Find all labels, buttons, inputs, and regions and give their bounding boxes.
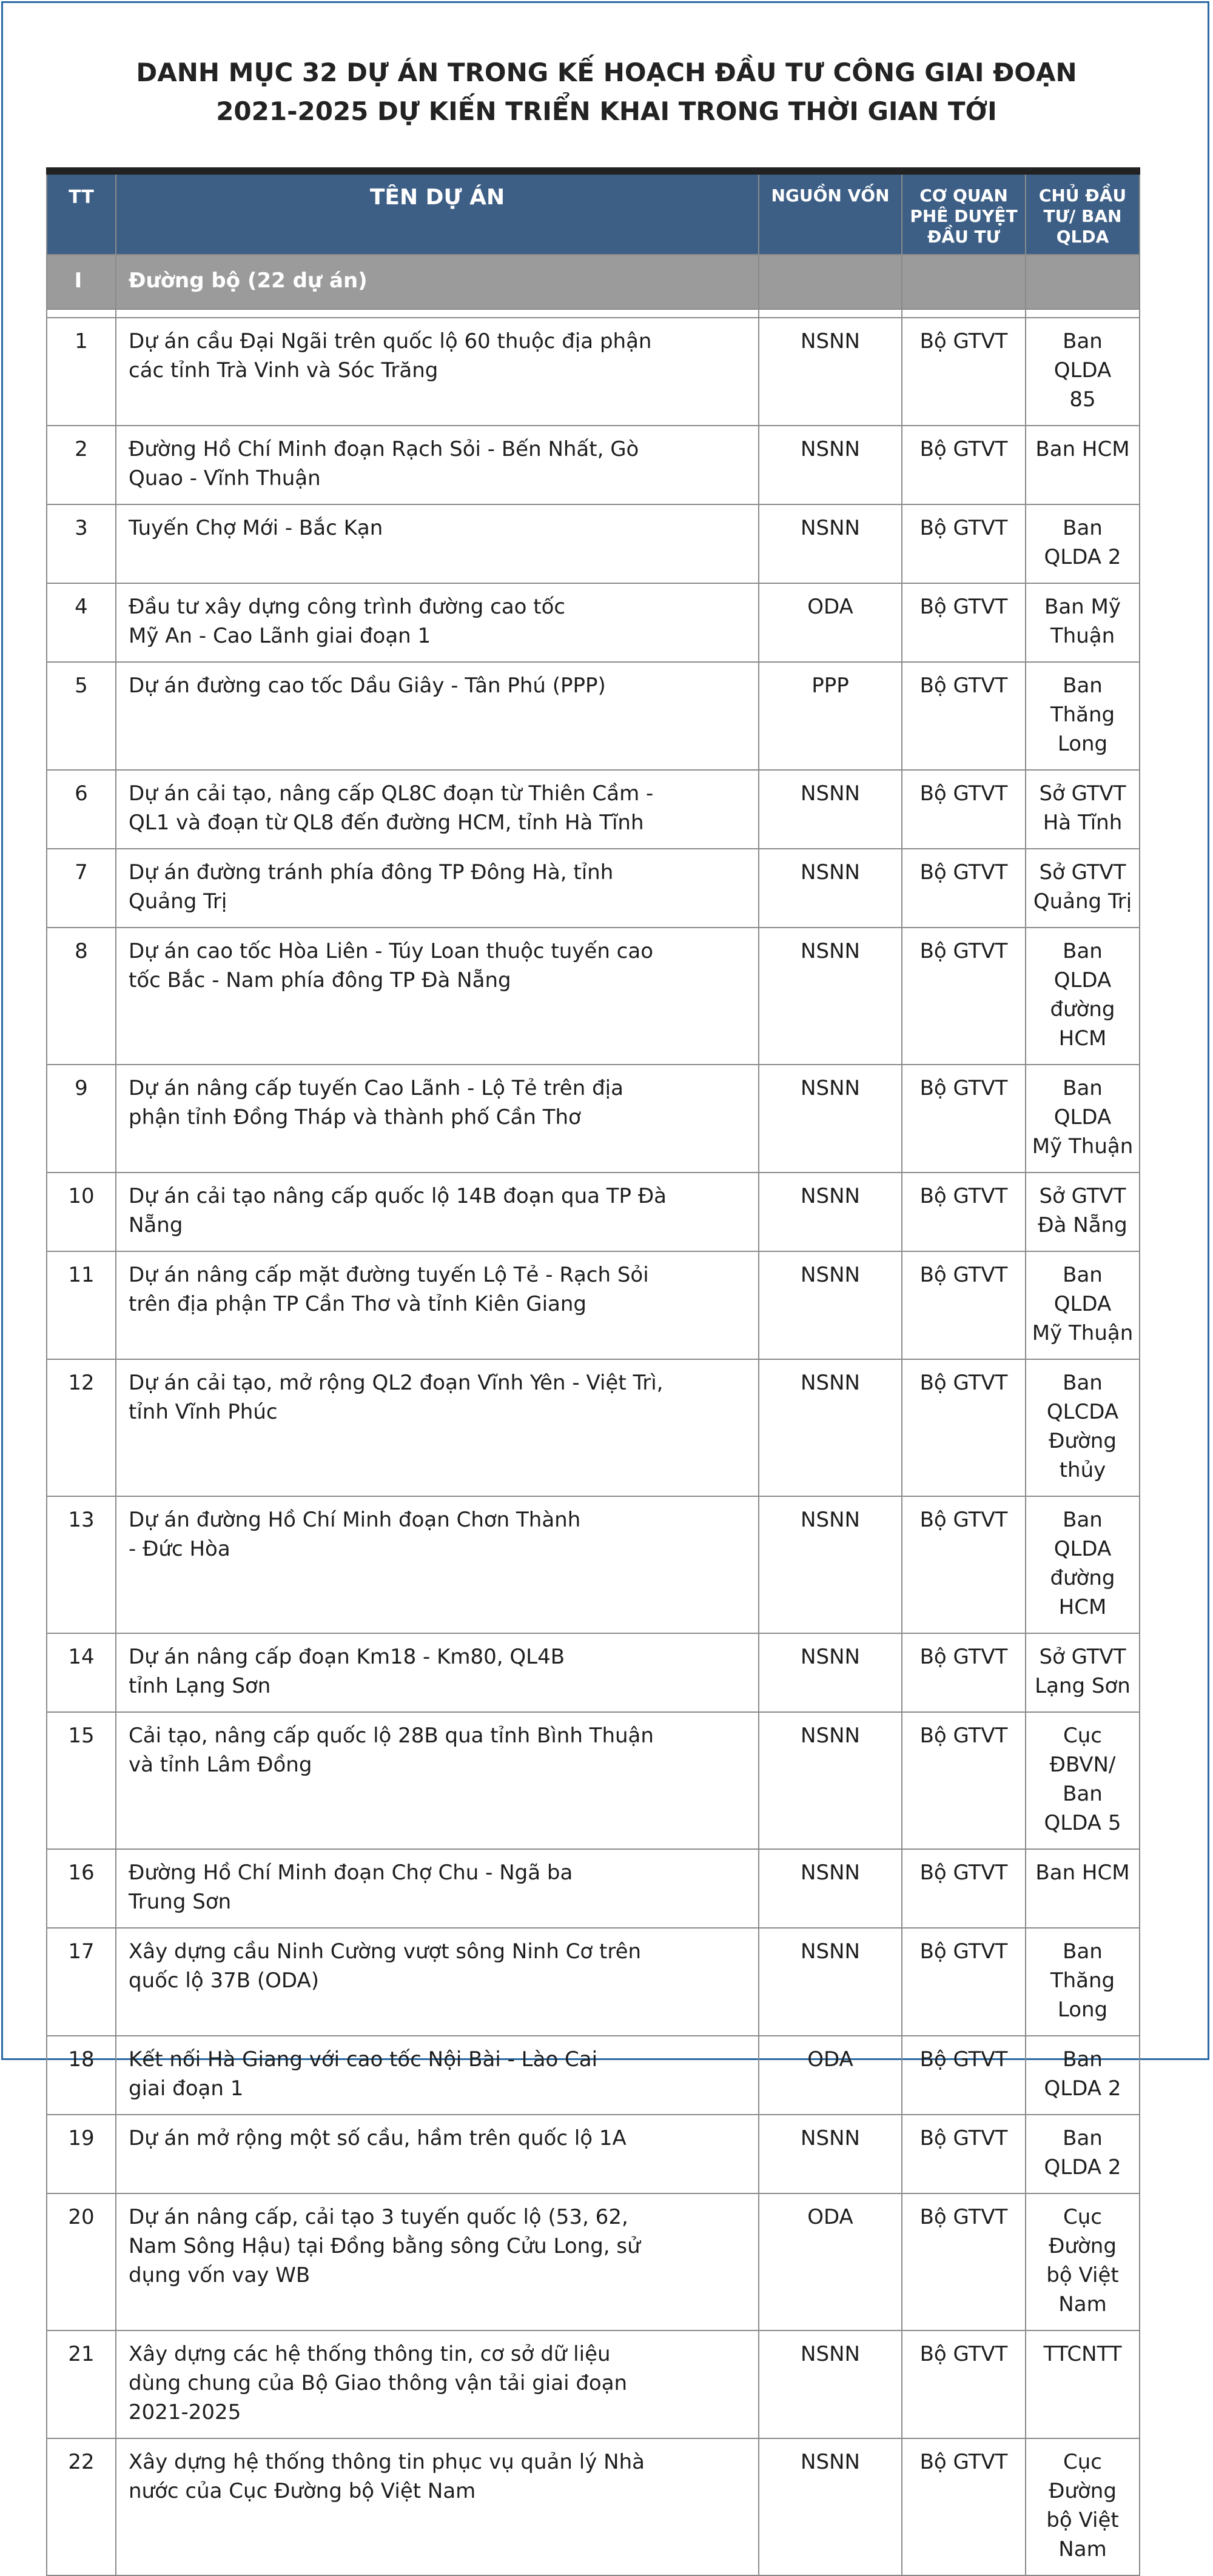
- row-tt: 16: [47, 1849, 116, 1928]
- row-tt: 20: [47, 2193, 116, 2330]
- title-line-2: 2021-2025 DỰ KIẾN TRIỂN KHAI TRONG THỜI GIAN TỚI: [216, 96, 997, 126]
- row-approval-agency: Bộ GTVT: [902, 426, 1026, 504]
- row-project-name: Dự án cải tạo, mở rộng QL2 đoạn Vĩnh Yên - Việt Trì, tỉnh Vĩnh Phúc: [116, 1359, 759, 1496]
- row-investor-owner: Ban Thăng Long: [1026, 662, 1140, 770]
- header-agency: CƠ QUAN PHÊ DUYỆT ĐẦU TƯ: [902, 171, 1026, 255]
- page-title: [0, 53, 1213, 131]
- row-investor-owner: Sở GTVT Quảng Trị: [1026, 849, 1140, 928]
- row-approval-agency: Bộ GTVT: [902, 2036, 1026, 2115]
- table-row: [47, 1251, 1140, 1359]
- row-project-name: Xây dựng cầu Ninh Cường vượt sông Ninh Cơ trên quốc lộ 37B (ODA): [116, 1928, 759, 2036]
- row-project-name: Xây dựng hệ thống thông tin phục vụ quản lý Nhà nước của Cục Đường bộ Việt Nam: [116, 2438, 759, 2575]
- table-row: [47, 583, 1140, 662]
- row-investor-owner: Ban QLCDA Đường thủy: [1026, 1359, 1140, 1496]
- row-investor-owner: Cục ĐBVN/ Ban QLDA 5: [1026, 1712, 1140, 1849]
- row-tt: 9: [47, 1065, 116, 1173]
- row-tt: 12: [47, 1359, 116, 1496]
- table-row: [47, 318, 1140, 426]
- row-investor-owner: Ban QLDA 85: [1026, 318, 1140, 426]
- row-approval-agency: Bộ GTVT: [902, 2193, 1026, 2330]
- row-investor-owner: Cục Đường bộ Việt Nam: [1026, 2438, 1140, 2575]
- table-row: [47, 1359, 1140, 1496]
- row-project-name: Đầu tư xây dựng công trình đường cao tốc Mỹ An - Cao Lãnh giai đoạn 1: [116, 583, 759, 662]
- table-row: [47, 1928, 1140, 2036]
- row-investor-owner: Ban Thăng Long: [1026, 1928, 1140, 2036]
- row-funding-source: NSNN: [759, 928, 902, 1065]
- row-project-name: Dự án đường cao tốc Dầu Giây - Tân Phú (PPP): [116, 662, 759, 770]
- row-tt: 19: [47, 2115, 116, 2193]
- row-approval-agency: Bộ GTVT: [902, 1251, 1026, 1359]
- section-tt: I: [47, 255, 116, 309]
- row-approval-agency: Bộ GTVT: [902, 2438, 1026, 2575]
- header-name: TÊN DỰ ÁN: [116, 171, 759, 255]
- row-investor-owner: Ban HCM: [1026, 1849, 1140, 1928]
- row-tt: 8: [47, 928, 116, 1065]
- row-approval-agency: Bộ GTVT: [902, 318, 1026, 426]
- row-project-name: Cải tạo, nâng cấp quốc lộ 28B qua tỉnh Bình Thuận và tỉnh Lâm Đồng: [116, 1712, 759, 1849]
- row-project-name: Đường Hồ Chí Minh đoạn Rạch Sỏi - Bến Nhất, Gò Quao - Vĩnh Thuận: [116, 426, 759, 504]
- row-approval-agency: Bộ GTVT: [902, 928, 1026, 1065]
- row-approval-agency: Bộ GTVT: [902, 1712, 1026, 1849]
- row-investor-owner: Ban HCM: [1026, 426, 1140, 504]
- table-row: [47, 1849, 1140, 1928]
- row-tt: 4: [47, 583, 116, 662]
- row-project-name: Xây dựng các hệ thống thông tin, cơ sở dữ liệu dùng chung của Bộ Giao thông vận tải giai đoạn 2021-2025: [116, 2330, 759, 2438]
- row-project-name: Dự án nâng cấp mặt đường tuyến Lộ Tẻ - Rạch Sỏi trên địa phận TP Cần Thơ và tỉnh Kiên Giang: [116, 1251, 759, 1359]
- row-project-name: Đường Hồ Chí Minh đoạn Chợ Chu - Ngã ba Trung Sơn: [116, 1849, 759, 1928]
- row-tt: 13: [47, 1496, 116, 1633]
- row-funding-source: ODA: [759, 2193, 902, 2330]
- row-approval-agency: Bộ GTVT: [902, 1928, 1026, 2036]
- row-funding-source: NSNN: [759, 1359, 902, 1496]
- table-row: [47, 1065, 1140, 1173]
- row-funding-source: NSNN: [759, 1849, 902, 1928]
- row-project-name: Dự án mở rộng một số cầu, hầm trên quốc lộ 1A: [116, 2115, 759, 2193]
- row-investor-owner: Ban QLDA đường HCM: [1026, 1496, 1140, 1633]
- row-tt: 15: [47, 1712, 116, 1849]
- row-tt: 5: [47, 662, 116, 770]
- row-approval-agency: Bộ GTVT: [902, 662, 1026, 770]
- table-row: [47, 2036, 1140, 2115]
- row-project-name: Dự án đường tránh phía đông TP Đông Hà, tỉnh Quảng Trị: [116, 849, 759, 928]
- table-row: [47, 504, 1140, 583]
- header-owner: CHỦ ĐẦU TƯ/ BAN QLDA: [1026, 171, 1140, 255]
- row-project-name: Dự án nâng cấp, cải tạo 3 tuyến quốc lộ (53, 62, Nam Sông Hậu) tại Đồng bằng sông Cửu Long, sử dụng vốn vay WB: [116, 2193, 759, 2330]
- table-row: [47, 2438, 1140, 2575]
- table-row: [47, 849, 1140, 928]
- row-project-name: Dự án nâng cấp tuyến Cao Lãnh - Lộ Tẻ trên địa phận tỉnh Đồng Tháp và thành phố Cần Thơ: [116, 1065, 759, 1173]
- section-label: Đường bộ (22 dự án): [116, 255, 759, 309]
- header-source: NGUỒN VỐN: [759, 171, 902, 255]
- project-rows: [47, 318, 1140, 2575]
- table-row: [47, 426, 1140, 504]
- row-tt: 6: [47, 770, 116, 849]
- row-funding-source: NSNN: [759, 1065, 902, 1173]
- row-investor-owner: Cục Đường bộ Việt Nam: [1026, 2193, 1140, 2330]
- row-project-name: Dự án cầu Đại Ngãi trên quốc lộ 60 thuộc địa phận các tỉnh Trà Vinh và Sóc Trăng: [116, 318, 759, 426]
- table-row: [47, 770, 1140, 849]
- row-tt: 2: [47, 426, 116, 504]
- row-funding-source: NSNN: [759, 2438, 902, 2575]
- row-funding-source: NSNN: [759, 2115, 902, 2193]
- row-project-name: Dự án cải tạo nâng cấp quốc lộ 14B đoạn qua TP Đà Nẵng: [116, 1173, 759, 1251]
- row-tt: 3: [47, 504, 116, 583]
- table-row: [47, 2115, 1140, 2193]
- row-approval-agency: Bộ GTVT: [902, 1359, 1026, 1496]
- table-row: [47, 2330, 1140, 2438]
- row-investor-owner: Ban QLDA 2: [1026, 2115, 1140, 2193]
- row-project-name: Dự án cao tốc Hòa Liên - Túy Loan thuộc tuyến cao tốc Bắc - Nam phía đông TP Đà Nẵng: [116, 928, 759, 1065]
- table-row: [47, 1633, 1140, 1712]
- row-funding-source: NSNN: [759, 1496, 902, 1633]
- row-approval-agency: Bộ GTVT: [902, 1496, 1026, 1633]
- row-tt: 14: [47, 1633, 116, 1712]
- row-approval-agency: Bộ GTVT: [902, 1849, 1026, 1928]
- row-investor-owner: Ban Mỹ Thuận: [1026, 583, 1140, 662]
- row-approval-agency: Bộ GTVT: [902, 2115, 1026, 2193]
- row-investor-owner: Sở GTVT Hà Tĩnh: [1026, 770, 1140, 849]
- table-row: [47, 1173, 1140, 1251]
- row-investor-owner: Ban QLDA đường HCM: [1026, 928, 1140, 1065]
- row-tt: 7: [47, 849, 116, 928]
- row-funding-source: NSNN: [759, 504, 902, 583]
- table-row: [47, 1712, 1140, 1849]
- row-funding-source: NSNN: [759, 1712, 902, 1849]
- row-funding-source: ODA: [759, 583, 902, 662]
- row-project-name: Dự án cải tạo, nâng cấp QL8C đoạn từ Thiên Cầm - QL1 và đoạn từ QL8 đến đường HCM, tỉnh Hà Tĩnh: [116, 770, 759, 849]
- row-funding-source: PPP: [759, 662, 902, 770]
- row-project-name: Dự án đường Hồ Chí Minh đoạn Chơn Thành - Đức Hòa: [116, 1496, 759, 1633]
- row-funding-source: NSNN: [759, 426, 902, 504]
- row-tt: 17: [47, 1928, 116, 2036]
- row-project-name: Kết nối Hà Giang với cao tốc Nội Bài - Lào Cai giai đoạn 1: [116, 2036, 759, 2115]
- row-approval-agency: Bộ GTVT: [902, 849, 1026, 928]
- row-tt: 11: [47, 1251, 116, 1359]
- projects-table: [46, 167, 1140, 2576]
- row-approval-agency: Bộ GTVT: [902, 504, 1026, 583]
- row-funding-source: ODA: [759, 2036, 902, 2115]
- row-investor-owner: Ban QLDA 2: [1026, 2036, 1140, 2115]
- row-project-name: Tuyến Chợ Mới - Bắc Kạn: [116, 504, 759, 583]
- row-approval-agency: Bộ GTVT: [902, 2330, 1026, 2438]
- row-funding-source: NSNN: [759, 849, 902, 928]
- row-investor-owner: Sở GTVT Lạng Sơn: [1026, 1633, 1140, 1712]
- row-investor-owner: Ban QLDA 2: [1026, 504, 1140, 583]
- title-line-1: DANH MỤC 32 DỰ ÁN TRONG KẾ HOẠCH ĐẦU TƯ CÔNG GIAI ĐOẠN: [136, 58, 1077, 87]
- row-funding-source: NSNN: [759, 2330, 902, 2438]
- row-funding-source: NSNN: [759, 1251, 902, 1359]
- table-row: [47, 2193, 1140, 2330]
- table-row: [47, 928, 1140, 1065]
- row-funding-source: NSNN: [759, 1633, 902, 1712]
- row-funding-source: NSNN: [759, 770, 902, 849]
- header-tt: TT: [47, 171, 116, 255]
- row-tt: 1: [47, 318, 116, 426]
- table-header-row: [47, 171, 1140, 255]
- row-investor-owner: Sở GTVT Đà Nẵng: [1026, 1173, 1140, 1251]
- row-tt: 22: [47, 2438, 116, 2575]
- row-approval-agency: Bộ GTVT: [902, 770, 1026, 849]
- row-investor-owner: Ban QLDA Mỹ Thuận: [1026, 1065, 1140, 1173]
- row-funding-source: NSNN: [759, 1173, 902, 1251]
- row-approval-agency: Bộ GTVT: [902, 1633, 1026, 1712]
- row-approval-agency: Bộ GTVT: [902, 1173, 1026, 1251]
- table-row: [47, 662, 1140, 770]
- row-approval-agency: Bộ GTVT: [902, 1065, 1026, 1173]
- row-project-name: Dự án nâng cấp đoạn Km18 - Km80, QL4B tỉnh Lạng Sơn: [116, 1633, 759, 1712]
- row-approval-agency: Bộ GTVT: [902, 583, 1026, 662]
- row-funding-source: NSNN: [759, 1928, 902, 2036]
- row-tt: 21: [47, 2330, 116, 2438]
- row-investor-owner: TTCNTT: [1026, 2330, 1140, 2438]
- row-tt: 10: [47, 1173, 116, 1251]
- row-tt: 18: [47, 2036, 116, 2115]
- section-gap: [47, 309, 1140, 318]
- row-funding-source: NSNN: [759, 318, 902, 426]
- row-investor-owner: Ban QLDA Mỹ Thuận: [1026, 1251, 1140, 1359]
- table-row: [47, 1496, 1140, 1633]
- section-row: [47, 255, 1140, 309]
